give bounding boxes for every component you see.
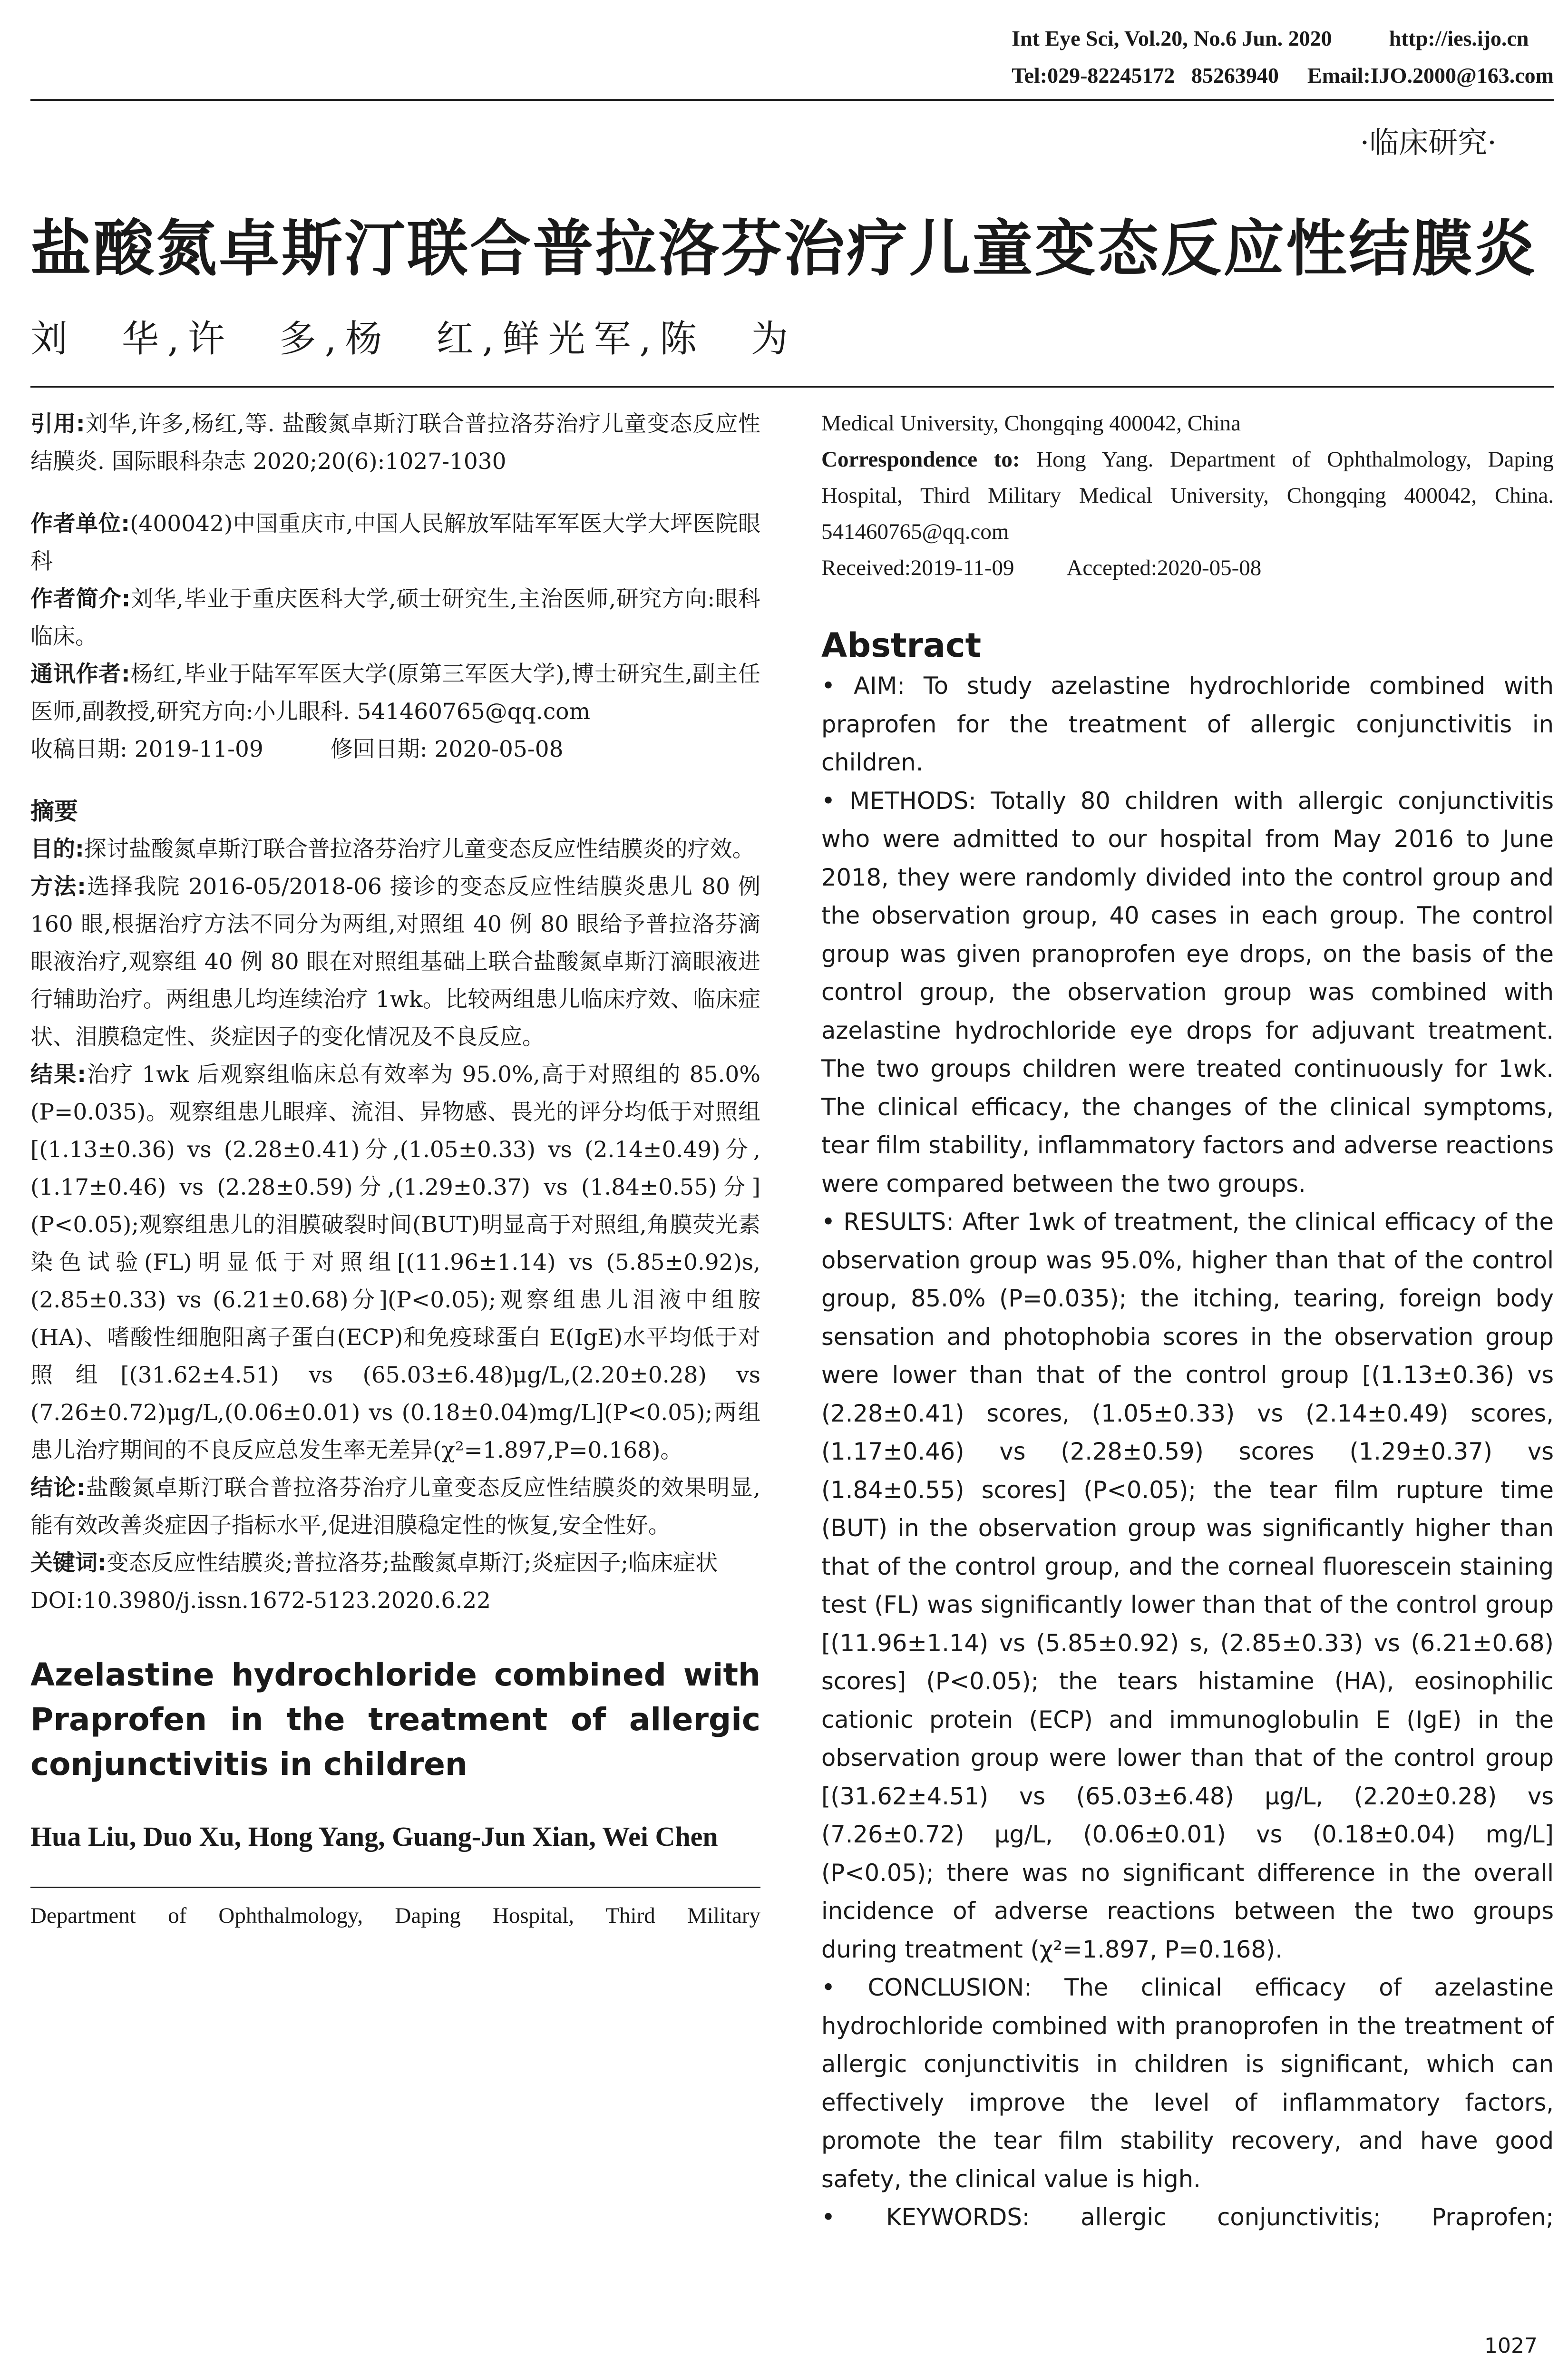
methods-cn — [30, 868, 760, 1056]
journal-url[interactable]: http://ies.ijo.cn — [1389, 26, 1529, 50]
conclusion-cn — [30, 1469, 760, 1544]
aim-label: 目的: — [30, 836, 84, 862]
aim-text: 探讨盐酸氮卓斯汀联合普拉洛芬治疗儿童变态反应性结膜炎的疗效。 — [84, 836, 755, 862]
affiliation-en-continued: Medical University, Chongqing 400042, China — [821, 411, 1241, 436]
authors-en: Hua Liu, Duo Xu, Hong Yang, Guang-Jun Xian, Wei Chen — [30, 1821, 718, 1852]
section-label: ·临床研究· — [1360, 125, 1497, 160]
citation-text: 刘华,许多,杨红,等. 盐酸氮卓斯汀联合普拉洛芬治疗儿童变态反应性结膜炎. 国际眼科杂志 2020;20(6):1027-1030 — [30, 411, 761, 475]
results-text: 治疗 1wk 后观察组临床总有效率为 95.0%,高于对照组的 85.0%(P=0.035)。观察组患儿眼痒、流泪、异物感、畏光的评分均低于对照组[(1.13±0.36) vs (2.28±0.41)分,(1.05±0.33) vs (2.14±0.49)分,(1.17±0.46) vs (2.28±0.59)分,(1.29±0.37) vs (1.84±0.55)分](P<0.05);观察组患儿的泪膜破裂时间(BUT)明显高于对照组,角膜荧光素染色试验(FL)明显低于对照组[(11.96±1.14) vs (5.85±0.92)s,(2.85±0.33) vs (6.21±0.68)分](P<0.05);观察组患儿泪液中组胺(HA)、嗜酸性细胞阳离子蛋白(ECP)和免疫球蛋白 E(IgE)水平均低于对照组[(31.62±4.51) vs (65.03±6.48)μg/L,(2.20±0.28) vs (7.26±0.72)μg/L,(0.06±0.01) vs (0.18±0.04)mg/L](P<0.05);两组患儿治疗期间的不良反应总发生率无差异(χ²=1.897,P=0.168)。 — [30, 1062, 760, 1463]
dates-cn: 收稿日期: 2019-11-09 修回日期: 2020-05-08 — [30, 736, 564, 762]
author-unit — [30, 505, 760, 580]
unit-label: 作者单位: — [30, 511, 130, 537]
conclusion-text: 盐酸氮卓斯汀联合普拉洛芬治疗儿童变态反应性结膜炎的效果明显,能有效改善炎症因子指标水平,促进泪膜稳定性的恢复,安全性好。 — [30, 1475, 760, 1539]
authors-cn: 刘 华,许 多,杨 红,鲜光军,陈 为 — [30, 318, 797, 360]
left-column — [30, 405, 760, 1934]
results-label: 结果: — [30, 1062, 87, 1088]
correspondence-text: Hong Yang. Department of Ophthalmology, Daping Hospital, Third Military Medical University, Chongqing 400042, China. 541460765@qq.com — [821, 447, 1554, 544]
keywords-text: 变态反应性结膜炎;普拉洛芬;盐酸氮卓斯汀;炎症因子;临床症状 — [106, 1550, 718, 1576]
keywords-label: 关键词: — [30, 1550, 107, 1576]
doi[interactable]: DOI:10.3980/j.issn.1672-5123.2020.6.22 — [30, 1588, 491, 1614]
header-rule — [30, 99, 1554, 101]
authors-rule — [30, 1887, 760, 1888]
right-column — [821, 405, 1554, 2237]
aim-cn — [30, 830, 760, 868]
keywords-cn — [30, 1544, 760, 1582]
citation — [30, 405, 760, 480]
corr-label: 通讯作者: — [30, 661, 130, 687]
methods-label: 方法: — [30, 874, 86, 900]
page-number: 1027 — [1484, 2334, 1538, 2358]
accepted-date: Accepted:2020-05-08 — [1066, 555, 1262, 580]
corresponding-author — [30, 655, 760, 731]
abstract-conclusion: • CONCLUSION: The clinical efficacy of azelastine hydrochloride combined with pranoprofen in the treatment of allergic conjunctivitis in children is significant, which can effectively improve the level of inflammatory factors, promote the tear film stability recovery, and have good safety, the clinical value is high. — [821, 1974, 1554, 2193]
correspondence-label: Correspondence to: — [821, 447, 1020, 472]
unit-text: (400042)中国重庆市,中国人民解放军陆军军医大学大坪医院眼科 — [30, 511, 760, 575]
methods-text: 选择我院 2016-05/2018-06 接诊的变态反应性结膜炎患儿 80 例 160 眼,根据治疗方法不同分为两组,对照组 40 例 80 眼给予普拉洛芬滴眼液治疗,观察组 40 例 80 眼在对照组基础上联合盐酸氮卓斯汀滴眼液进行辅助治疗。两组患儿均连续治疗 1wk。比较两组患儿临床疗效、临床症状、泪膜稳定性、炎症因子的变化情况及不良反应。 — [30, 874, 760, 1050]
abstract-keywords: • KEYWORDS: allergic conjunctivitis; Praprofen; — [821, 2203, 1554, 2231]
affiliation-en: Department of Ophthalmology, Daping Hospital, Third Military — [30, 1903, 760, 1928]
bio-label: 作者简介: — [30, 586, 131, 612]
article-title-cn: 盐酸氮卓斯汀联合普拉洛芬治疗儿童变态反应性结膜炎 — [30, 214, 1538, 284]
conclusion-label: 结论: — [30, 1475, 86, 1501]
running-header — [1012, 20, 1554, 94]
abstract-heading: Abstract — [821, 626, 982, 665]
article-title-en: Azelastine hydrochloride combined with Praprofen in the treatment of allergic conjunctivitis in children — [30, 1656, 760, 1783]
bio-text: 刘华,毕业于重庆医科大学,硕士研究生,主治医师,研究方向:眼科临床。 — [30, 586, 761, 650]
journal-email[interactable]: Email:IJO.2000@163.com — [1307, 63, 1554, 88]
author-bio — [30, 580, 760, 655]
abstract-methods: • METHODS: Totally 80 children with allergic conjunctivitis who were admitted to our hospital from May 2016 to June 2018, they were randomly divided into the control group and the observation group, 40 cases in each group. The control group was given pranoprofen eye drops, on the basis of the control group, the observation group was combined with azelastine hydrochloride eye drops for adjuvant treatment. The two groups children were treated continuously for 1wk. The clinical efficacy, the changes of the clinical symptoms, tear film stability, inflammatory factors and adverse reactions were compared between the two groups. — [821, 787, 1554, 1198]
title-rule — [30, 386, 1554, 388]
abstract-label-cn: 摘要 — [30, 798, 78, 825]
corr-text: 杨红,毕业于陆军军医大学(原第三军医大学),博士研究生,副主任医师,副教授,研究方向:小儿眼科. 541460765@qq.com — [30, 661, 760, 725]
abstract-results: • RESULTS: After 1wk of treatment, the clinical efficacy of the observation group was 95.0%, higher than that of the control group, 85.0% (P=0.035); the itching, tearing, foreign body sensation and photophobia scores in the observation group were lower than that of the control group [(1.13±0.36) vs (2.28±0.41) scores, (1.05±0.33) vs (2.14±0.49) scores, (1.17±0.46) vs (2.28±0.59) scores (1.29±0.37) vs (1.84±0.55) scores] (P<0.05); the tear film rupture time (BUT) in the observation group was significantly higher than that of the control group, and the corneal fluorescein staining test (FL) was significantly lower than that of the control group [(11.96±1.14) vs (5.85±0.92) s, (2.85±0.33) vs (6.21±0.68) scores] (P<0.05); the tears histamine (HA), eosinophilic cationic protein (ECP) and immunoglobulin E (IgE) in the observation group were lower than that of the control group [(31.62±4.51) vs (65.03±6.48) μg/L, (2.20±0.28) vs (7.26±0.72) μg/L, (0.06±0.01) vs (0.18±0.04) mg/L] (P<0.05); there was no significant difference in the overall incidence of adverse reactions between the two groups during treatment (χ²=1.897, P=0.168). — [821, 1208, 1554, 1963]
citation-label: 引用: — [30, 411, 85, 437]
abstract-aim: • AIM: To study azelastine hydrochloride combined with praprofen for the treatment of allergic conjunctivitis in children. — [821, 672, 1554, 776]
journal-tel: Tel:029-82245172 85263940 — [1012, 63, 1279, 88]
received-accepted — [821, 550, 1554, 586]
results-cn — [30, 1056, 760, 1469]
correspondence-en — [821, 441, 1554, 550]
journal-line: Int Eye Sci, Vol.20, No.6 Jun. 2020 — [1012, 26, 1332, 50]
received-date: Received:2019-11-09 — [821, 555, 1014, 580]
